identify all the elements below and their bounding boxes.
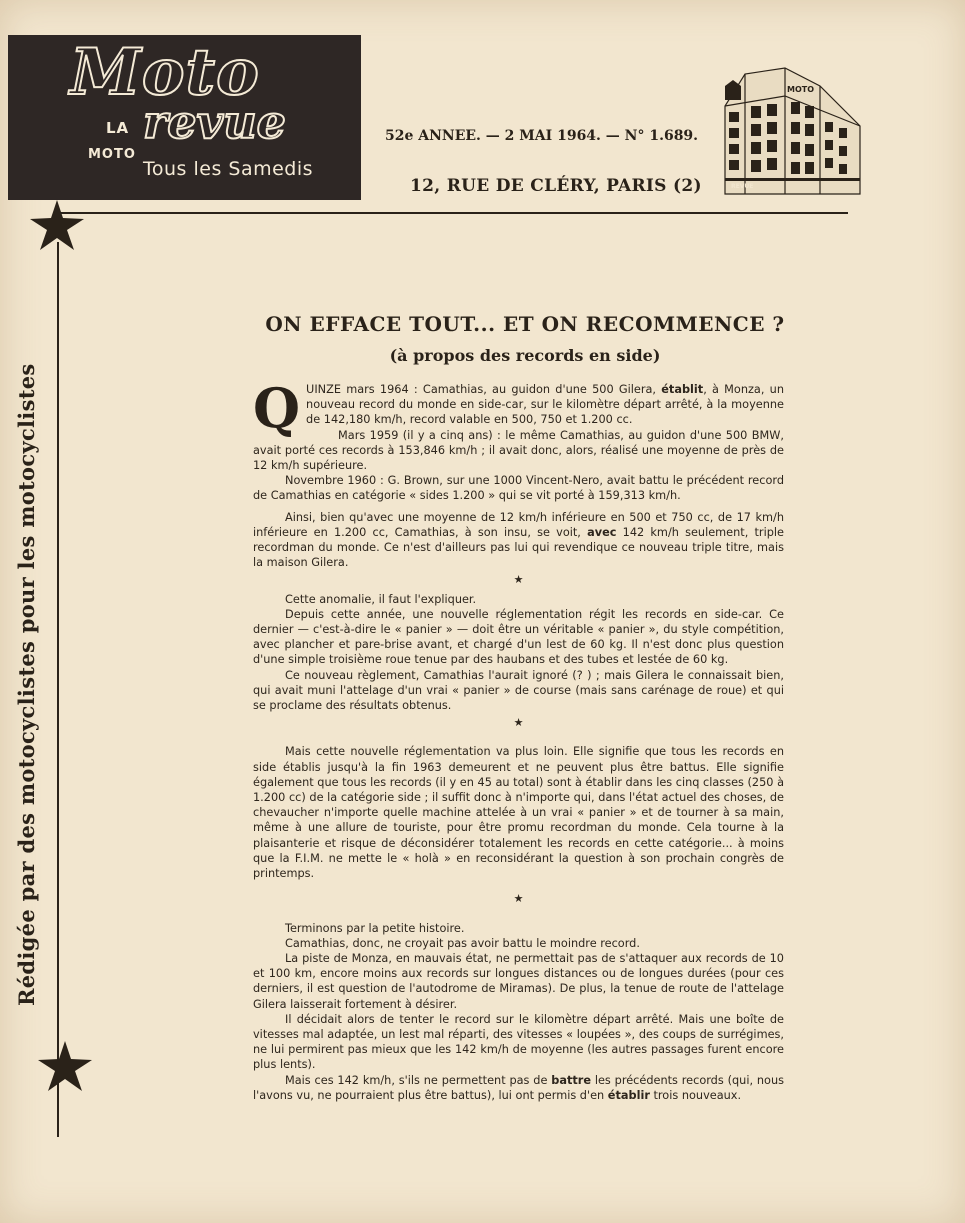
star-ornament-bottom-icon xyxy=(38,1040,92,1092)
logo-moto-word: Moto xyxy=(70,35,260,110)
building-sign-revue: REVUE xyxy=(731,183,754,190)
logo-moto-small-word: MOTO xyxy=(88,147,136,162)
sidebar-slogan: Rédigée par des motocyclistes pour les motocyclistes xyxy=(14,363,39,1006)
article-paragraph: Ainsi, bien qu'avec une moyenne de 12 km/h inférieure en 500 et 750 cc, de 17 km/h inférieure en 1.200 cc, Camathias, à son insu, se voit, avec 142 km/h seulement, triple recordman du monde. Ce n'est d'ailleurs pas lui qui revendique ce nouveau triple titre, mais la maison Gilera. xyxy=(253,510,784,570)
article-paragraph: La piste de Monza, en mauvais état, ne permettait pas de s'attaquer aux records de 10 et 100 km, encore moins aux records sur longues distances ou de longues durées (pour ces derniers, il est question de l'autodrome de Miramas). De plus, la tenue de route de l'attelage Gilera laisserait fortement à désirer. xyxy=(253,951,784,1011)
drop-cap: Q xyxy=(253,376,301,440)
section-separator: ★ xyxy=(513,716,524,730)
article-paragraph: QUINZE mars 1964 : Camathias, au guidon d'une 500 Gilera, établit, à Monza, un nouveau record du monde en side-car, sur le kilomètre départ arrêté, à la moyenne de 142,180 km/h, record valable en 500, 750 et 1.200 cc. xyxy=(253,376,784,440)
building-illustration xyxy=(715,66,863,196)
section-separator: ★ xyxy=(513,892,524,906)
article-paragraph: Terminons par la petite histoire. xyxy=(285,921,465,935)
sidebar-rule xyxy=(57,242,59,1137)
publisher-address: 12, RUE DE CLÉRY, PARIS (2) xyxy=(410,176,702,196)
building-sign-moto: MOTO xyxy=(787,85,815,94)
article-paragraph: Cette anomalie, il faut l'expliquer. xyxy=(285,592,477,606)
issue-info: 52e ANNEE. — 2 MAI 1964. — N° 1.689. xyxy=(385,128,699,144)
article-paragraph: Mais ces 142 km/h, s'ils ne permettent pas de battre les précédents records (qui, nous l'avons vu, ne pourraient plus être battus), lui ont permis d'en établir trois nouveaux. xyxy=(253,1073,784,1102)
article-body xyxy=(253,376,784,1103)
article-paragraph: Ce nouveau règlement, Camathias l'aurait ignoré (? ) ; mais Gilera le connaissait bien, qui avait muni l'attelage d'un vrai « panier » de course (mais sans carénage de roue) et qui se proclame des résultats obtenus. xyxy=(253,668,784,713)
article-paragraph: Depuis cette année, une nouvelle réglementation régit les records en side-car. Ce dernier — c'est-à-dire le « panier » — doit être un véritable « panier », du style compétition, avec plancher et pare-brise avant, et chargé d'un lest de 60 kg. Il n'est donc plus question d'une simple troisième roue tenue par des haubans et des tubes et lestée de 60 kg. xyxy=(253,607,784,667)
article-paragraph: Camathias, donc, ne croyait pas avoir battu le moindre record. xyxy=(285,936,640,950)
logo-revue-word: revue xyxy=(143,95,286,149)
masthead-logo xyxy=(8,35,361,200)
article-paragraph: Il décidait alors de tenter le record sur le kilomètre départ arrêté. Mais une boîte de vitesses mal adaptée, un lest mal réparti, des vitesses « loupées », des coups de surrégimes, ne lui permirent pas mieux que les 142 km/h de moyenne (les autres passages furent encore plus lents). xyxy=(253,1012,784,1072)
article-paragraph: Mais cette nouvelle réglementation va plus loin. Elle signifie que tous les records en side établis jusqu'à la fin 1963 demeurent et ne peuvent plus être battus. Elle signifie également que tous les records (il y en 45 au total) sont à établir dans les cinq classes (250 à 1.200 cc) de la catégorie side ; il suffit donc à n'importe qui, dans l'état actuel des choses, de chevaucher n'importe quelle machine attelée à un vrai « panier » et de tourner à sa main, même à une allure de touriste, pour être promu recordman du monde. Cela tourne à la plaisanterie et risque de déconsidérer totalement les records en cette catégorie... à moins que la F.I.M. ne mette le « holà » en reconsidérant la question à son prochain congrès de printemps. xyxy=(253,745,784,881)
header-rule xyxy=(60,212,848,214)
masthead-tagline: Tous les Samedis xyxy=(143,158,314,180)
article-paragraph: Mars 1959 (il y a cinq ans) : le même Camathias, au guidon d'une 500 BMW, avait porté ces records à 153,846 km/h ; il avait donc, alors, réalisé une moyenne de près de 12 km/h supérieure. xyxy=(253,428,784,473)
article-paragraph: Novembre 1960 : G. Brown, sur une 1000 Vincent-Nero, avait battu le précédent record de Camathias en catégorie « sides 1.200 » qui se vit porté à 159,313 km/h. xyxy=(253,474,784,503)
article-title: ON EFFACE TOUT... ET ON RECOMMENCE ? xyxy=(265,312,785,336)
article-subtitle: (à propos des records en side) xyxy=(389,346,661,365)
section-separator: ★ xyxy=(513,573,524,587)
star-ornament-top-icon xyxy=(30,200,84,250)
logo-la-word: LA xyxy=(106,119,130,137)
